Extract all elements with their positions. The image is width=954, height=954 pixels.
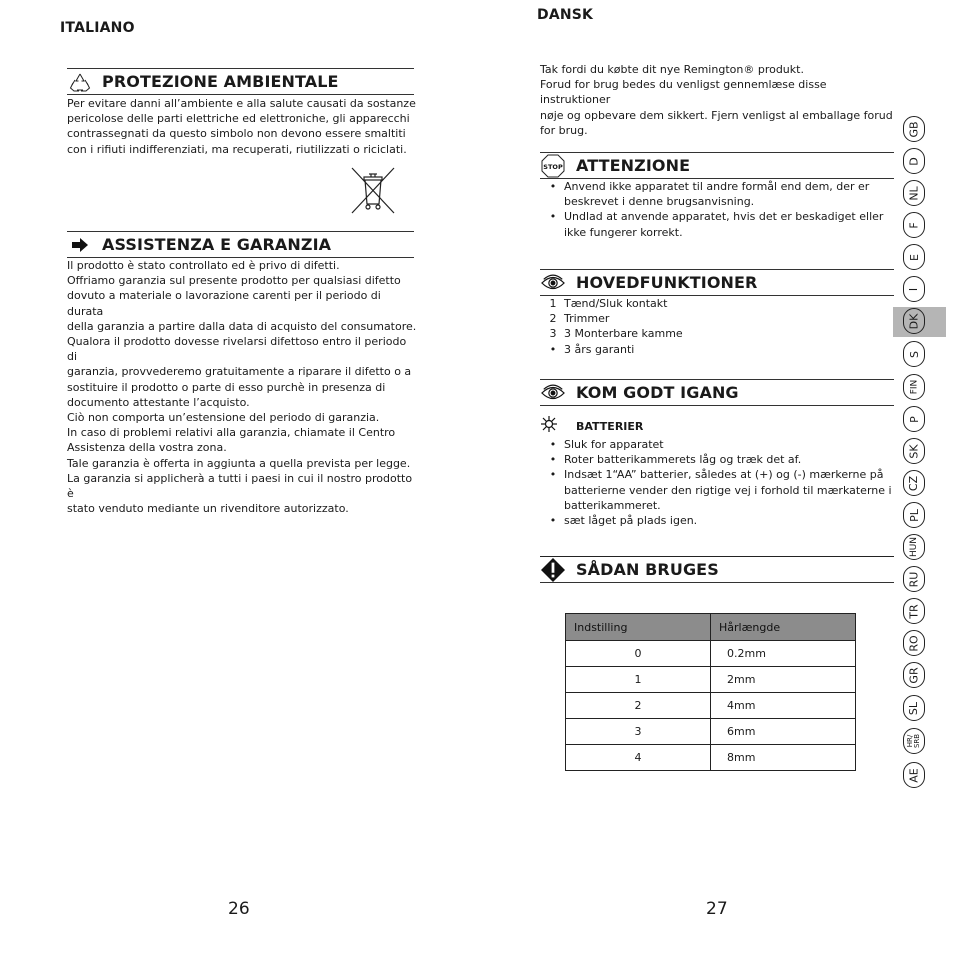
list-item: 3 3 Monterbare kamme bbox=[549, 327, 683, 341]
language-tab-pl[interactable] bbox=[903, 502, 925, 528]
getting-started-section-header bbox=[540, 379, 894, 406]
setting-cell: 1 bbox=[566, 667, 711, 693]
warranty-title: ASSISTENZA E GARANZIA bbox=[102, 235, 332, 254]
language-tab-label: RU bbox=[907, 571, 921, 587]
language-tab-tr[interactable] bbox=[903, 598, 925, 624]
attention-section-header bbox=[540, 152, 894, 179]
language-tab-e[interactable] bbox=[903, 244, 925, 270]
language-tab-label: FIN bbox=[908, 379, 919, 395]
list-item: • Roter batterikammerets låg og træk det af. bbox=[549, 453, 802, 467]
list-item: • Undlad at anvende apparatet, hvis det er beskadiget eller ikke fungerer korrekt. bbox=[549, 210, 884, 239]
language-tab-label: HR/ SRB bbox=[905, 733, 921, 749]
language-tab-gb[interactable] bbox=[903, 116, 925, 142]
getting-started-title: KOM GODT IGANG bbox=[576, 383, 739, 402]
warranty-text: Il prodotto è stato controllato ed è privo di difetti. Offriamo garanzia sul presente prodotto per qualsiasi difetto dovuto a materiale o lavorazione carenti per il periodo di durata della garanzia a partire dalla data di acquisto del consumatore. Qualora il prodotto dovesse rivelarsi difettoso entro il periodo di garanzia, provvederemo gratuitamente a riparare il difetto o a sostituire il prodotto o parte di esso purchè in presenza di documento attestante l’acquisto. Ciò non comporta un’estensione del periodo di garanzia. In caso di problemi relativi alla garanzia, chiamate il Centro Assistenza della vostra zona. Tale garanzia è offerta in aggiunta a quella prevista per legge. La garanzia si applicherà a tutti i paesi in cui il nostro prodotto è stato venduto mediante un rivenditore autorizzato. bbox=[67, 259, 417, 516]
recycle-icon bbox=[68, 71, 92, 93]
language-tab-f[interactable] bbox=[903, 212, 925, 238]
language-tab-label: SL bbox=[907, 701, 921, 715]
setting-cell: 3 bbox=[566, 719, 711, 745]
list-item: • 3 års garanti bbox=[549, 342, 635, 356]
table-row bbox=[566, 641, 856, 667]
intro-text: Tak fordi du købte dit nye Remington® produkt. Forud for brug bedes du venligst gennemlæse disse instruktioner nøje og opbevare dem sikkert. Fjern venligst al emballage forud for brug. bbox=[540, 63, 893, 137]
features-section-header bbox=[540, 269, 894, 296]
usage-title: SÅDAN BRUGES bbox=[576, 560, 719, 579]
attention-list bbox=[541, 179, 896, 240]
column-header: Indstilling bbox=[566, 614, 711, 641]
batteries-subtitle: BATTERIER bbox=[576, 420, 644, 433]
attention-title: ATTENZIONE bbox=[576, 156, 691, 175]
list-item: • Indsæt 1“AA” batterier, således at (+) og (-) mærkerne på batterierne vender den rigtige vej i forhold til mærkaterne i batterikammeret. bbox=[549, 468, 892, 512]
setting-cell: 0 bbox=[566, 641, 711, 667]
language-tab-label: F bbox=[907, 221, 921, 229]
language-tab-label: P bbox=[907, 415, 921, 423]
length-cell: 8mm bbox=[711, 745, 856, 771]
table-header-row bbox=[566, 614, 856, 641]
left-language-label: ITALIANO bbox=[60, 20, 135, 36]
length-cell: 4mm bbox=[711, 693, 856, 719]
warning-icon bbox=[541, 559, 565, 581]
crossed-bin-icon bbox=[350, 166, 396, 215]
language-tab-fin[interactable] bbox=[903, 374, 925, 400]
language-tab-p[interactable] bbox=[903, 406, 925, 432]
length-cell: 2mm bbox=[711, 667, 856, 693]
language-tab-label: DK bbox=[907, 313, 921, 329]
language-tab-label: SK bbox=[907, 443, 921, 459]
eye-icon bbox=[541, 382, 565, 404]
environment-text: Per evitare danni all’ambiente e alla salute causati da sostanze pericolose delle parti elettriche ed elettroniche, gli apparecchi contrassegnati da questo simbolo non devono essere smaltiti con i rifiuti indifferenziati, ma recuperati, riutilizzati o riciclati. bbox=[67, 97, 416, 156]
left-page-number: 26 bbox=[228, 899, 250, 919]
language-tab-i[interactable] bbox=[903, 276, 925, 302]
language-tab-hrsrb[interactable] bbox=[903, 728, 925, 754]
settings-table bbox=[565, 613, 856, 771]
language-tab-sl[interactable] bbox=[903, 695, 925, 721]
svg-text:STOP: STOP bbox=[543, 163, 563, 171]
language-tab-label: TR bbox=[907, 603, 921, 619]
language-tab-d[interactable] bbox=[903, 148, 925, 174]
right-language-label: DANSK bbox=[537, 7, 594, 23]
list-item: • Anvend ikke apparatet til andre formål end dem, der er beskrevet i denne brugsanvisning. bbox=[549, 180, 870, 209]
language-tab-dk[interactable] bbox=[903, 308, 925, 334]
language-tab-label: I bbox=[907, 287, 921, 291]
table-row bbox=[566, 693, 856, 719]
language-tab-ru[interactable] bbox=[903, 566, 925, 592]
setting-cell: 2 bbox=[566, 693, 711, 719]
environment-title: PROTEZIONE AMBIENTALE bbox=[102, 72, 339, 91]
language-tab-label: HUN bbox=[909, 536, 919, 558]
language-tab-label: RO bbox=[907, 634, 921, 652]
language-tab-ro[interactable] bbox=[903, 630, 925, 656]
language-tab-nl[interactable] bbox=[903, 180, 925, 206]
length-cell: 6mm bbox=[711, 719, 856, 745]
list-item: 2 Trimmer bbox=[549, 312, 610, 326]
language-tab-hun[interactable] bbox=[903, 534, 925, 560]
language-tab-s[interactable] bbox=[903, 341, 925, 367]
column-header: Hårlængde bbox=[711, 614, 856, 641]
language-tab-label: PL bbox=[907, 508, 921, 522]
language-tab-cz[interactable] bbox=[903, 470, 925, 496]
language-tab-label: D bbox=[907, 156, 921, 166]
length-cell: 0.2mm bbox=[711, 641, 856, 667]
batteries-list bbox=[541, 437, 896, 528]
language-tab-sk[interactable] bbox=[903, 438, 925, 464]
language-tab-label: S bbox=[907, 350, 921, 358]
usage-section-header bbox=[540, 556, 894, 583]
list-item: 1 Tænd/Sluk kontakt bbox=[549, 297, 668, 310]
setting-cell: 4 bbox=[566, 745, 711, 771]
table-row bbox=[566, 719, 856, 745]
language-tab-gr[interactable] bbox=[903, 662, 925, 688]
language-tab-ae[interactable] bbox=[903, 762, 925, 788]
table-row bbox=[566, 745, 856, 771]
language-tab-label: GR bbox=[907, 666, 921, 684]
environment-section-header bbox=[67, 68, 414, 95]
sparkle-icon bbox=[541, 416, 557, 432]
language-tab-label: CZ bbox=[907, 475, 921, 491]
language-tab-label: NL bbox=[907, 185, 921, 201]
arrow-right-icon bbox=[68, 234, 92, 256]
language-tab-label: GB bbox=[907, 120, 921, 138]
features-list bbox=[541, 296, 896, 357]
warranty-section-header bbox=[67, 231, 414, 258]
language-tab-label: AE bbox=[907, 767, 921, 783]
list-item: • sæt låget på plads igen. bbox=[549, 514, 698, 528]
features-title: HOVEDFUNKTIONER bbox=[576, 273, 758, 292]
eye-icon bbox=[541, 272, 565, 294]
language-tab-label: E bbox=[907, 253, 921, 261]
table-row bbox=[566, 667, 856, 693]
stop-sign-icon bbox=[541, 155, 565, 177]
list-item: • Sluk for apparatet bbox=[549, 438, 664, 451]
right-page-number: 27 bbox=[706, 899, 728, 919]
